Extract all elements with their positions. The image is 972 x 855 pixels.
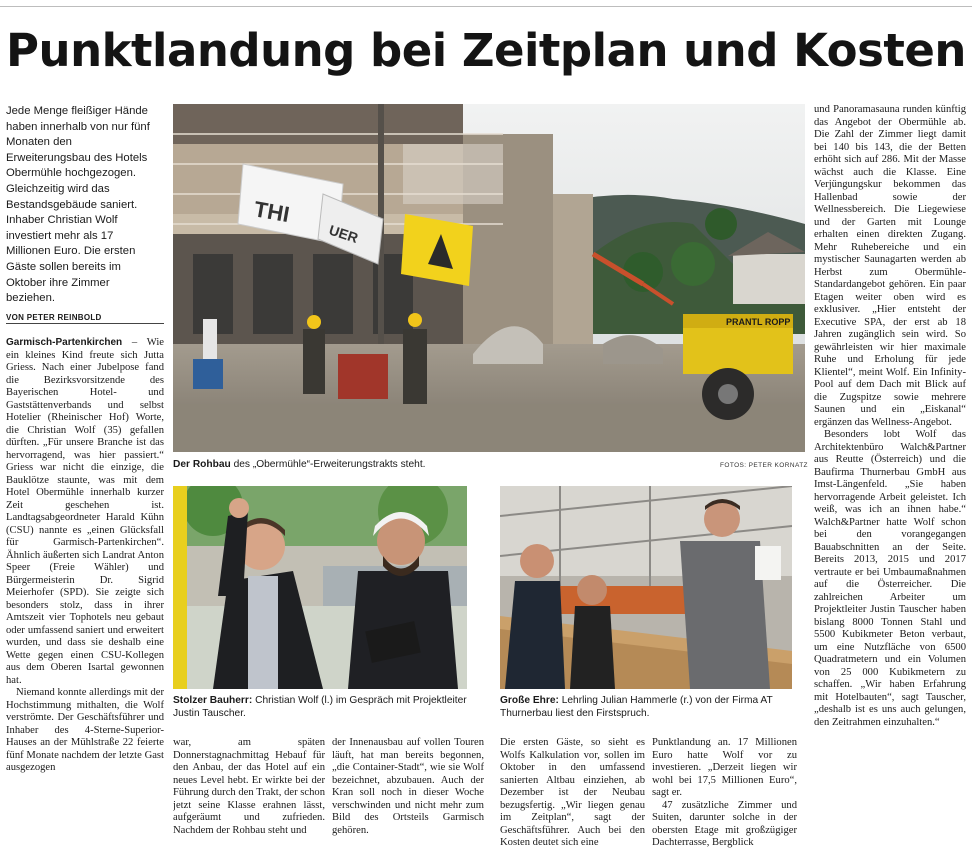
column-4 bbox=[500, 737, 645, 853]
column-2 bbox=[173, 737, 325, 853]
col3-para-1: der Innenausbau auf vollen Touren läuft, hat man bereits begonnen, „die Container-Stadt“, wie sie Wolf bezeichnet, abzubauen. Auch der Kran soll noch in dieser Woche verschwinden und nicht mehr zum Bild des Ortsteils Garmisch gehören. bbox=[332, 737, 484, 836]
col2-para-1: war, am späten Donnerstagnachmittag Hebauf für den Anbau, der das Hotel auf ein neues Level hebt. Er wirkte bei der Führung durch den Trakt, der schon jetzt seine Klasse erahnen lässt, aufgeräumt und zufrieden. Nachdem der Rohbau steht und bbox=[173, 737, 325, 836]
column-6 bbox=[814, 104, 966, 854]
column-5 bbox=[652, 737, 797, 853]
photo-construction-site bbox=[173, 104, 805, 452]
byline-rule bbox=[6, 323, 164, 324]
col4-para-1: Die ersten Gäste, so sieht es Wolfs Kalkulation vor, sollen im Oktober in den umfassend sanierten Altbau einziehen, ab Dezember ist der Neubau bezugsfertig. „Wir liegen genau im Zeitplan“, sagt der Geschäftsführer. Auch bei den Kosten deutet sich eine bbox=[500, 737, 645, 848]
top-rule bbox=[0, 6, 972, 7]
col6-para-2: Besonders lobt Wolf das Architektenbüro Walch&Partner aus Reutte (Österreich) und die Baufirma Thurnerbau GmbH aus Imst-Längenfeld. „Sie haben hervorragende Arbeit geleistet. Ich weiß, was ich an ihnen habe.“ Walch&Partner hatte Wolf schon bei den vorangegangen Bauabschnitten an der Seite. Bereits 2013, 2015 und 2017 vertraute er bei Umbaumaßnahmen auf die Österreicher. Die zahlreichen Arbeiter um Projektleiter Justin Tauscher haben bislang 8000 Tonnen Stahl und 5500 Kubikmeter Beton verbaut, um eine Nutzfläche von 6500 Quadratmetern und ein Volumen von 25 000 Kubikmetern zu schaffen. „Wir haben Erfahrung mit Hotelbauten“, sagt Tauscher, „deshalb ist es uns auch gelungen, den Zeitrahmen einzuhalten.“ bbox=[814, 429, 966, 728]
col1-para-1 bbox=[6, 337, 164, 687]
caption-main bbox=[173, 458, 673, 471]
column-3 bbox=[332, 737, 484, 853]
caption-main-text: des „Obermühle“-Erweiterungstrakts steht. bbox=[230, 459, 426, 470]
lead-paragraph: Jede Menge fleißiger Hände haben innerhalb von nur fünf Monaten den Erweiterungsbau des Hotels Obermühle hochgezogen. Gleichzeitig wird das Bestandsgebäude saniert. Inhaber Christian Wolf investiert mehr als 17 Millionen Euro. Die ersten Gäste sollen bereits im Oktober ihre Zimmer beziehen. bbox=[6, 105, 150, 305]
caption-right-bold: Große Ehre: bbox=[500, 695, 559, 706]
col1-para-2: Niemand konnte allerdings mit der Hochstimmung mithalten, die Wolf verströmte. Der Geschäftsführer und Inhaber des 4-Sterne-Superior-Hauses an der Mühlstraße 22 feierte fünf Monate nachdem der letzte Gast ausgezogen bbox=[6, 687, 164, 773]
caption-left bbox=[173, 694, 473, 720]
caption-left-bold: Stolzer Bauherr: bbox=[173, 695, 253, 706]
byline: VON PETER REINBOLD bbox=[6, 313, 102, 322]
banner-text: THI bbox=[252, 196, 292, 228]
photo-credit: FOTOS: PETER KORNATZ bbox=[720, 462, 808, 469]
col5-para-1: Punktlandung an. 17 Millionen Euro hatte Wolf vor zu investieren. „Derzeit liegen wir wohl bei 17,5 Millionen Euro“, sagt er. bbox=[652, 737, 797, 798]
photo-apprentice-speech bbox=[500, 486, 792, 689]
excavator-text: PRANTL ROPP bbox=[726, 317, 791, 327]
photo-builder-conversation bbox=[173, 486, 467, 689]
caption-right bbox=[500, 694, 800, 720]
caption-left-text: Christian Wolf (l.) im Gespräch mit Projektleiter Justin Tauscher. bbox=[173, 695, 467, 719]
caption-main-bold: Der Rohbau bbox=[173, 459, 231, 470]
dateline: Garmisch-Partenkirchen bbox=[6, 337, 123, 348]
col5-para-2: 47 zusätzliche Zimmer und Suiten, darunter solche in der obersten Etage mit großzügiger Dachterrasse, Bergblick bbox=[652, 799, 797, 848]
headline: Punktlandung bei Zeitplan und Kosten bbox=[6, 24, 966, 77]
col6-para-1: und Panoramasauna runden künftig das Angebot der Obermühle ab. Die Zahl der Zimmer liegt damit bei 140 bis 143, die der Betten erhöht sich auf 286. Mit der Masse wächst auch die Klasse. Eine Verjüngungskur bekommen das Hallenbad sowie der Wellnessbereich. Die Liegewiese und der Garten mit Lounge erhalten einen direkten Zugang. Mehr Ruhebereiche und ein mystischer Saunagarten werden ab Herbst zum Obermühle-Standardangebot gehören. Ein paar Etagen weiter oben wird es exklusiver. „Hier entsteht der Executive SPA, der erst ab 18 Jahren zugänglich sein wird. So gewährleisten wir hier maximale Ruhe und Erholung für jede Klientel“, meint Wolf. Ein Infinity-Pool auf dem Dach mit Blick auf die Zugspitze sowie mehrere Saunen und ein „Eiskanal“ ergänzen das Wellness-Angebot. bbox=[814, 104, 966, 428]
caption-right-text: Lehrling Julian Hammerle (r.) von der Firma AT Thurnerbau liest den Firstspruch. bbox=[500, 695, 773, 719]
column-1 bbox=[6, 337, 164, 855]
col1-text-1: – Wie ein kleines Kind freute sich Jutta Griess. Nach einer Jubelpose fand die Bezirksvorsitzende des Bayerischen Hotel- und Gaststättenverbands und selbst Hotelier (Rheinischer Hof) Worte, die Christian Wolf (35) gefallen dürften. „Für unsere Branche ist das hervorragend, was hier passiert.“ Griess war nicht die einzige, die Bauklötze staunte, was mit dem Hotel Obermühle innerhalb kurzer Zeit geschehen ist. Landtagsabgeordneter Harald Kühn (CSU) nannte es „einen Glücksfall für Garmisch-Partenkirchen“. Ähnlich äußerten sich Landrat Anton Speer (Freie Wähler) und Bürgermeisterin Dr. Sigrid Meierhofer (SPD). Sie zeigte sich besonders stolz, dass in ihrer Amtszeit vier Tophotels neu gebaut oder umfassend saniert und erweitert wurden, und dass sie deshalb eine Wette gegen einen CSU-Kollegen aus dem Oberen Isartal gewonnen hat. bbox=[6, 337, 164, 686]
banner-text-2: UER bbox=[327, 221, 361, 246]
